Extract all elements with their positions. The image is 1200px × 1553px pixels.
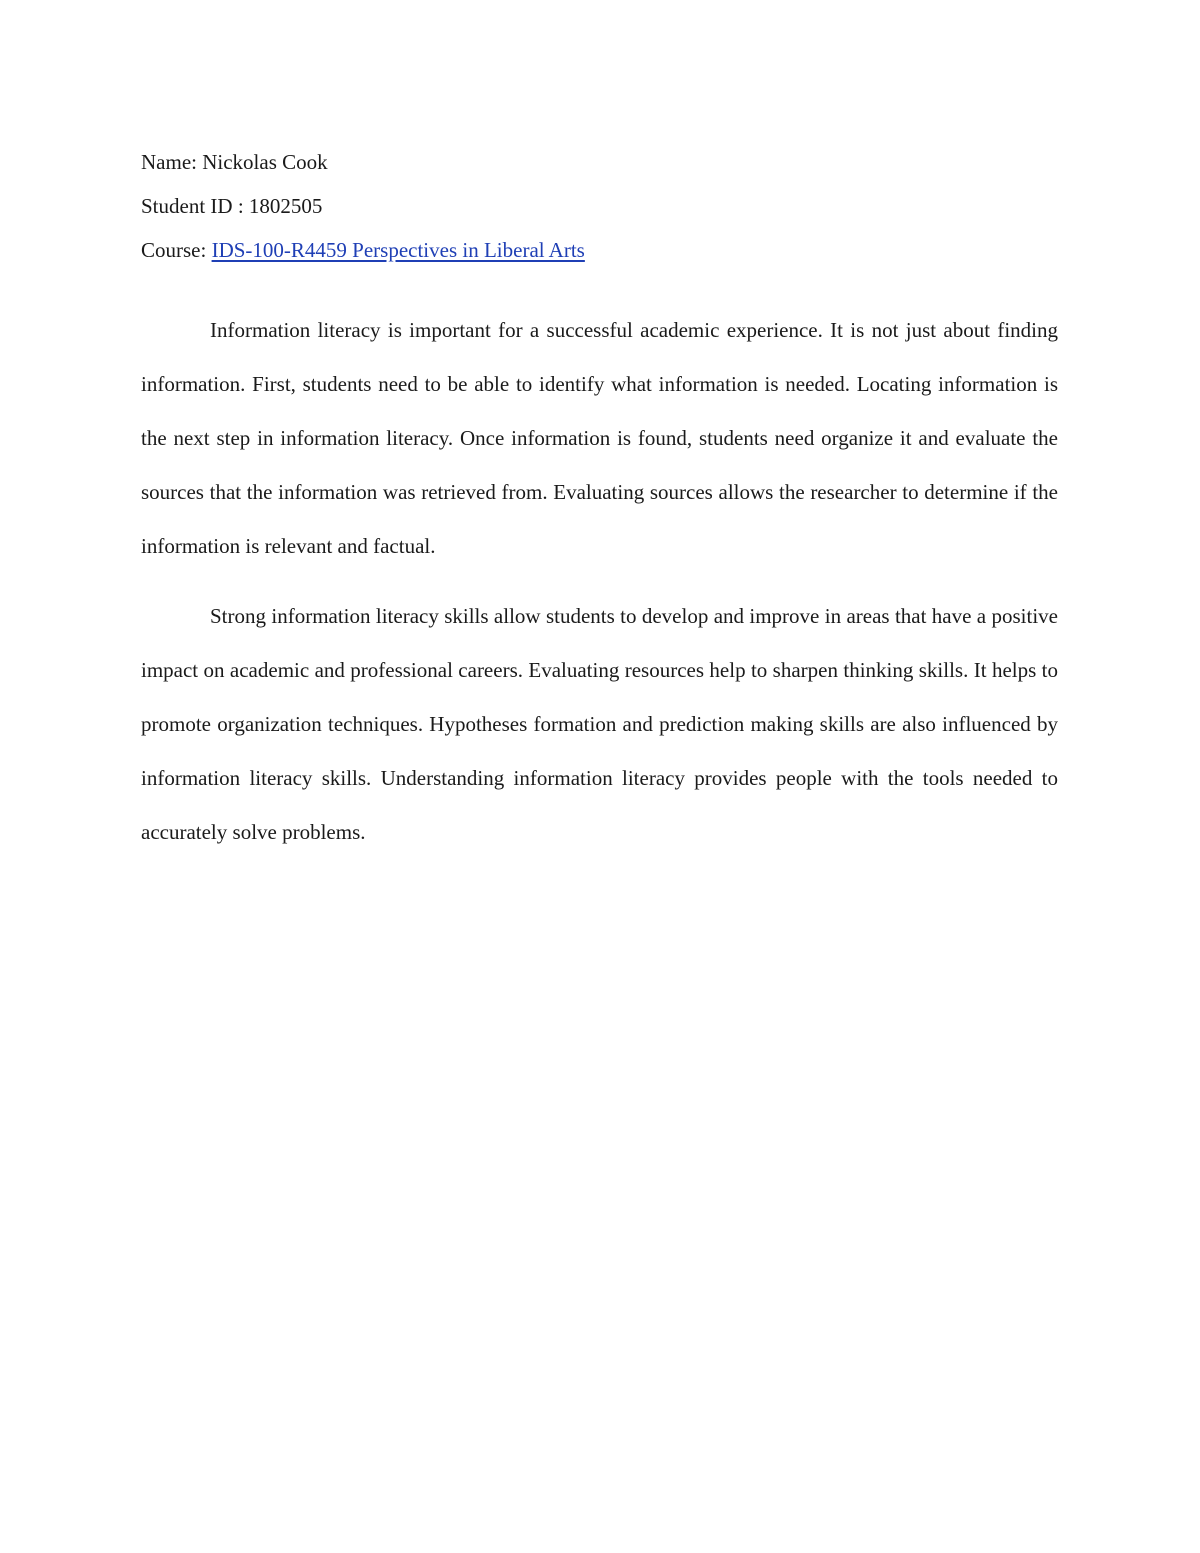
paragraph-1: Information literacy is important for a successful academic experience. It is not just about finding information. First, students need to be able to identify what information is needed. Locating information is the next step in information literacy. Once information is found, students need organize it and evaluate the sources that the information was retrieved from. Evaluating sources allows the researcher to determine if the information is relevant and factual. bbox=[141, 318, 1058, 558]
student-id-label: Student ID : bbox=[141, 194, 244, 218]
course-line bbox=[141, 228, 1058, 272]
essay-body bbox=[141, 303, 1058, 859]
paragraph-2: Strong information literacy skills allow students to develop and improve in areas that have a positive impact on academic and professional careers. Evaluating resources help to sharpen thinking skills. It helps to promote organization techniques. Hypotheses formation and prediction making skills are also influenced by information literacy skills. Understanding information literacy provides people with the tools needed to accurately solve problems. bbox=[141, 604, 1058, 844]
course-link[interactable]: IDS-100-R4459 Perspectives in Liberal Arts bbox=[211, 238, 585, 262]
name-value: Nickolas Cook bbox=[202, 150, 328, 174]
course-label: Course: bbox=[141, 238, 207, 262]
student-id-value: 1802505 bbox=[248, 194, 323, 218]
document-content bbox=[141, 140, 1058, 859]
name-label: Name: bbox=[141, 150, 197, 174]
name-line bbox=[141, 140, 1058, 184]
student-id-line bbox=[141, 184, 1058, 228]
